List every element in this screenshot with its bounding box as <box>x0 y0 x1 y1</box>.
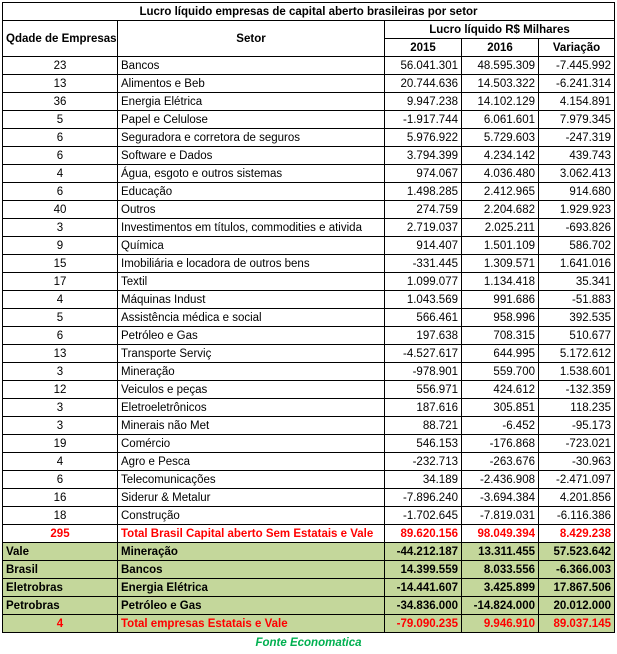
table-row <box>3 219 615 237</box>
row-qty: 4 <box>3 291 118 309</box>
state-rows <box>3 543 615 615</box>
table-row <box>3 255 615 273</box>
row-variation: -693.826 <box>539 219 615 237</box>
total-state-var: 89.037.145 <box>539 615 615 633</box>
row-2015: 2.719.037 <box>385 219 462 237</box>
row-sector: Assistência médica e social <box>118 309 385 327</box>
table-row <box>3 363 615 381</box>
row-2016: -263.676 <box>462 453 539 471</box>
row-variation: -6.116.386 <box>539 507 615 525</box>
row-sector: Textil <box>118 273 385 291</box>
state-sector: Petróleo e Gas <box>118 597 385 615</box>
row-qty: 17 <box>3 273 118 291</box>
row-qty: 19 <box>3 435 118 453</box>
row-qty: 6 <box>3 147 118 165</box>
state-row <box>3 597 615 615</box>
row-2016: 4.234.142 <box>462 147 539 165</box>
row-qty: 40 <box>3 201 118 219</box>
row-sector: Química <box>118 237 385 255</box>
row-qty: 4 <box>3 165 118 183</box>
total-state-2016: 9.946.910 <box>462 615 539 633</box>
row-2015: 56.041.301 <box>385 57 462 75</box>
row-qty: 15 <box>3 255 118 273</box>
total-private-label: Total Brasil Capital aberto Sem Estatais e Vale <box>118 525 385 543</box>
row-sector: Eletroeletrônicos <box>118 399 385 417</box>
row-sector: Petróleo e Gas <box>118 327 385 345</box>
row-sector: Construção <box>118 507 385 525</box>
row-qty: 13 <box>3 345 118 363</box>
row-variation: 7.979.345 <box>539 111 615 129</box>
state-row <box>3 579 615 597</box>
state-2016: 8.033.556 <box>462 561 539 579</box>
row-2015: -1.917.744 <box>385 111 462 129</box>
row-2015: 566.461 <box>385 309 462 327</box>
state-2015: 14.399.559 <box>385 561 462 579</box>
sector-rows <box>3 57 615 525</box>
row-qty: 3 <box>3 417 118 435</box>
row-2015: 556.971 <box>385 381 462 399</box>
row-2015: 34.189 <box>385 471 462 489</box>
row-2016: 2.412.965 <box>462 183 539 201</box>
row-2016: 1.309.571 <box>462 255 539 273</box>
table-title: Lucro líquido empresas de capital aberto brasileiras por setor <box>3 3 615 21</box>
row-2015: -232.713 <box>385 453 462 471</box>
row-variation: 118.235 <box>539 399 615 417</box>
header-2015: 2015 <box>385 39 462 57</box>
row-2016: -176.868 <box>462 435 539 453</box>
row-qty: 5 <box>3 309 118 327</box>
row-2015: 974.067 <box>385 165 462 183</box>
table-row <box>3 111 615 129</box>
row-variation: -95.173 <box>539 417 615 435</box>
row-sector: Software e Dados <box>118 147 385 165</box>
table-row <box>3 93 615 111</box>
state-row <box>3 561 615 579</box>
row-sector: Transporte Serviç <box>118 345 385 363</box>
row-2016: 559.700 <box>462 363 539 381</box>
table-row <box>3 165 615 183</box>
row-2016: 1.134.418 <box>462 273 539 291</box>
row-2015: 88.721 <box>385 417 462 435</box>
row-qty: 6 <box>3 471 118 489</box>
row-qty: 4 <box>3 453 118 471</box>
table-row <box>3 381 615 399</box>
row-2016: 2.025.211 <box>462 219 539 237</box>
row-variation: -723.021 <box>539 435 615 453</box>
row-variation: 5.172.612 <box>539 345 615 363</box>
state-2016: 13.311.455 <box>462 543 539 561</box>
row-qty: 36 <box>3 93 118 111</box>
header-2016: 2016 <box>462 39 539 57</box>
row-2015: 187.616 <box>385 399 462 417</box>
row-variation: 3.062.413 <box>539 165 615 183</box>
row-qty: 6 <box>3 129 118 147</box>
row-2015: 1.099.077 <box>385 273 462 291</box>
row-variation: 4.201.856 <box>539 489 615 507</box>
row-variation: -132.359 <box>539 381 615 399</box>
table-row <box>3 399 615 417</box>
row-sector: Mineração <box>118 363 385 381</box>
state-2015: -34.836.000 <box>385 597 462 615</box>
total-state-2015: -79.090.235 <box>385 615 462 633</box>
row-2016: 708.315 <box>462 327 539 345</box>
row-2016: -6.452 <box>462 417 539 435</box>
row-qty: 13 <box>3 75 118 93</box>
state-company: Petrobras <box>3 597 118 615</box>
state-2015: -14.441.607 <box>385 579 462 597</box>
state-variation: 57.523.642 <box>539 543 615 561</box>
row-sector: Máquinas Indust <box>118 291 385 309</box>
state-2015: -44.212.187 <box>385 543 462 561</box>
table-row <box>3 291 615 309</box>
header-sector: Setor <box>118 21 385 57</box>
row-sector: Papel e Celulose <box>118 111 385 129</box>
total-private-row <box>3 525 615 543</box>
row-2016: 305.851 <box>462 399 539 417</box>
header-variation: Variação <box>539 39 615 57</box>
state-company: Vale <box>3 543 118 561</box>
state-sector: Bancos <box>118 561 385 579</box>
row-variation: -2.471.097 <box>539 471 615 489</box>
row-qty: 18 <box>3 507 118 525</box>
state-company: Brasil <box>3 561 118 579</box>
row-qty: 3 <box>3 399 118 417</box>
row-sector: Bancos <box>118 57 385 75</box>
table-row <box>3 507 615 525</box>
row-2016: 644.995 <box>462 345 539 363</box>
row-2015: -7.896.240 <box>385 489 462 507</box>
row-variation: 35.341 <box>539 273 615 291</box>
total-private-2016: 98.049.394 <box>462 525 539 543</box>
row-2016: 991.686 <box>462 291 539 309</box>
table-row <box>3 417 615 435</box>
row-qty: 3 <box>3 363 118 381</box>
state-variation: 17.867.506 <box>539 579 615 597</box>
table-row <box>3 327 615 345</box>
total-state-qty: 4 <box>3 615 118 633</box>
row-2015: 20.744.636 <box>385 75 462 93</box>
row-2015: 914.407 <box>385 237 462 255</box>
row-qty: 23 <box>3 57 118 75</box>
source-note: Fonte Economatica <box>255 637 362 649</box>
row-sector: Água, esgoto e outros sistemas <box>118 165 385 183</box>
row-2016: 48.595.309 <box>462 57 539 75</box>
row-sector: Educação <box>118 183 385 201</box>
row-variation: 4.154.891 <box>539 93 615 111</box>
state-variation: 20.012.000 <box>539 597 615 615</box>
state-row <box>3 543 615 561</box>
table-row <box>3 309 615 327</box>
table-row <box>3 183 615 201</box>
row-2015: -331.445 <box>385 255 462 273</box>
row-variation: -51.883 <box>539 291 615 309</box>
total-private-var: 8.429.238 <box>539 525 615 543</box>
row-2016: 1.501.109 <box>462 237 539 255</box>
table-row <box>3 273 615 291</box>
row-variation: -30.963 <box>539 453 615 471</box>
state-company: Eletrobras <box>3 579 118 597</box>
profit-table <box>2 2 615 653</box>
row-variation: 586.702 <box>539 237 615 255</box>
row-sector: Imobiliária e locadora de outros bens <box>118 255 385 273</box>
table-row <box>3 57 615 75</box>
row-2016: 958.996 <box>462 309 539 327</box>
row-2015: 5.976.922 <box>385 129 462 147</box>
state-sector: Energia Elétrica <box>118 579 385 597</box>
row-2015: -978.901 <box>385 363 462 381</box>
row-variation: 1.929.923 <box>539 201 615 219</box>
row-2015: 9.947.238 <box>385 93 462 111</box>
table-row <box>3 453 615 471</box>
table-row <box>3 201 615 219</box>
total-state-label: Total empresas Estatais e Vale <box>118 615 385 633</box>
row-2016: 4.036.480 <box>462 165 539 183</box>
row-2016: 424.612 <box>462 381 539 399</box>
row-2015: 546.153 <box>385 435 462 453</box>
row-qty: 6 <box>3 327 118 345</box>
row-2016: -3.694.384 <box>462 489 539 507</box>
row-sector: Outros <box>118 201 385 219</box>
row-variation: -7.445.992 <box>539 57 615 75</box>
total-private-2015: 89.620.156 <box>385 525 462 543</box>
table-row <box>3 237 615 255</box>
state-2016: 3.425.899 <box>462 579 539 597</box>
row-variation: 1.641.016 <box>539 255 615 273</box>
row-variation: 1.538.601 <box>539 363 615 381</box>
state-2016: -14.824.000 <box>462 597 539 615</box>
total-private-qty: 295 <box>3 525 118 543</box>
row-variation: -6.241.314 <box>539 75 615 93</box>
row-2016: 5.729.603 <box>462 129 539 147</box>
table-row <box>3 147 615 165</box>
header-profit-group: Lucro líquido R$ Milhares <box>385 21 615 39</box>
row-qty: 5 <box>3 111 118 129</box>
row-2016: -7.819.031 <box>462 507 539 525</box>
row-variation: 392.535 <box>539 309 615 327</box>
row-sector: Comércio <box>118 435 385 453</box>
row-2015: 1.043.569 <box>385 291 462 309</box>
state-sector: Mineração <box>118 543 385 561</box>
row-2016: 14.102.129 <box>462 93 539 111</box>
row-qty: 12 <box>3 381 118 399</box>
table-row <box>3 129 615 147</box>
row-2015: 197.638 <box>385 327 462 345</box>
row-variation: 510.677 <box>539 327 615 345</box>
row-2016: -2.436.908 <box>462 471 539 489</box>
table-row <box>3 75 615 93</box>
row-2015: -1.702.645 <box>385 507 462 525</box>
table-row <box>3 489 615 507</box>
row-qty: 3 <box>3 219 118 237</box>
row-2015: 3.794.399 <box>385 147 462 165</box>
row-sector: Alimentos e Beb <box>118 75 385 93</box>
row-qty: 9 <box>3 237 118 255</box>
row-qty: 16 <box>3 489 118 507</box>
table-row <box>3 471 615 489</box>
row-2016: 6.061.601 <box>462 111 539 129</box>
table-row <box>3 435 615 453</box>
row-2015: -4.527.617 <box>385 345 462 363</box>
row-sector: Minerais não Met <box>118 417 385 435</box>
row-sector: Telecomunicações <box>118 471 385 489</box>
row-sector: Investimentos em títulos, commodities e ativida <box>118 219 385 237</box>
row-variation: 439.743 <box>539 147 615 165</box>
row-sector: Siderur & Metalur <box>118 489 385 507</box>
row-sector: Seguradora e corretora de seguros <box>118 129 385 147</box>
row-qty: 6 <box>3 183 118 201</box>
row-sector: Veiculos e peças <box>118 381 385 399</box>
header-qty: Qdade de Empresas <box>3 21 118 57</box>
state-variation: -6.366.003 <box>539 561 615 579</box>
row-variation: -247.319 <box>539 129 615 147</box>
total-state-row <box>3 615 615 633</box>
row-variation: 914.680 <box>539 183 615 201</box>
row-2016: 2.204.682 <box>462 201 539 219</box>
row-2016: 14.503.322 <box>462 75 539 93</box>
row-sector: Agro e Pesca <box>118 453 385 471</box>
row-2015: 274.759 <box>385 201 462 219</box>
row-sector: Energia Elétrica <box>118 93 385 111</box>
row-2015: 1.498.285 <box>385 183 462 201</box>
table-row <box>3 345 615 363</box>
